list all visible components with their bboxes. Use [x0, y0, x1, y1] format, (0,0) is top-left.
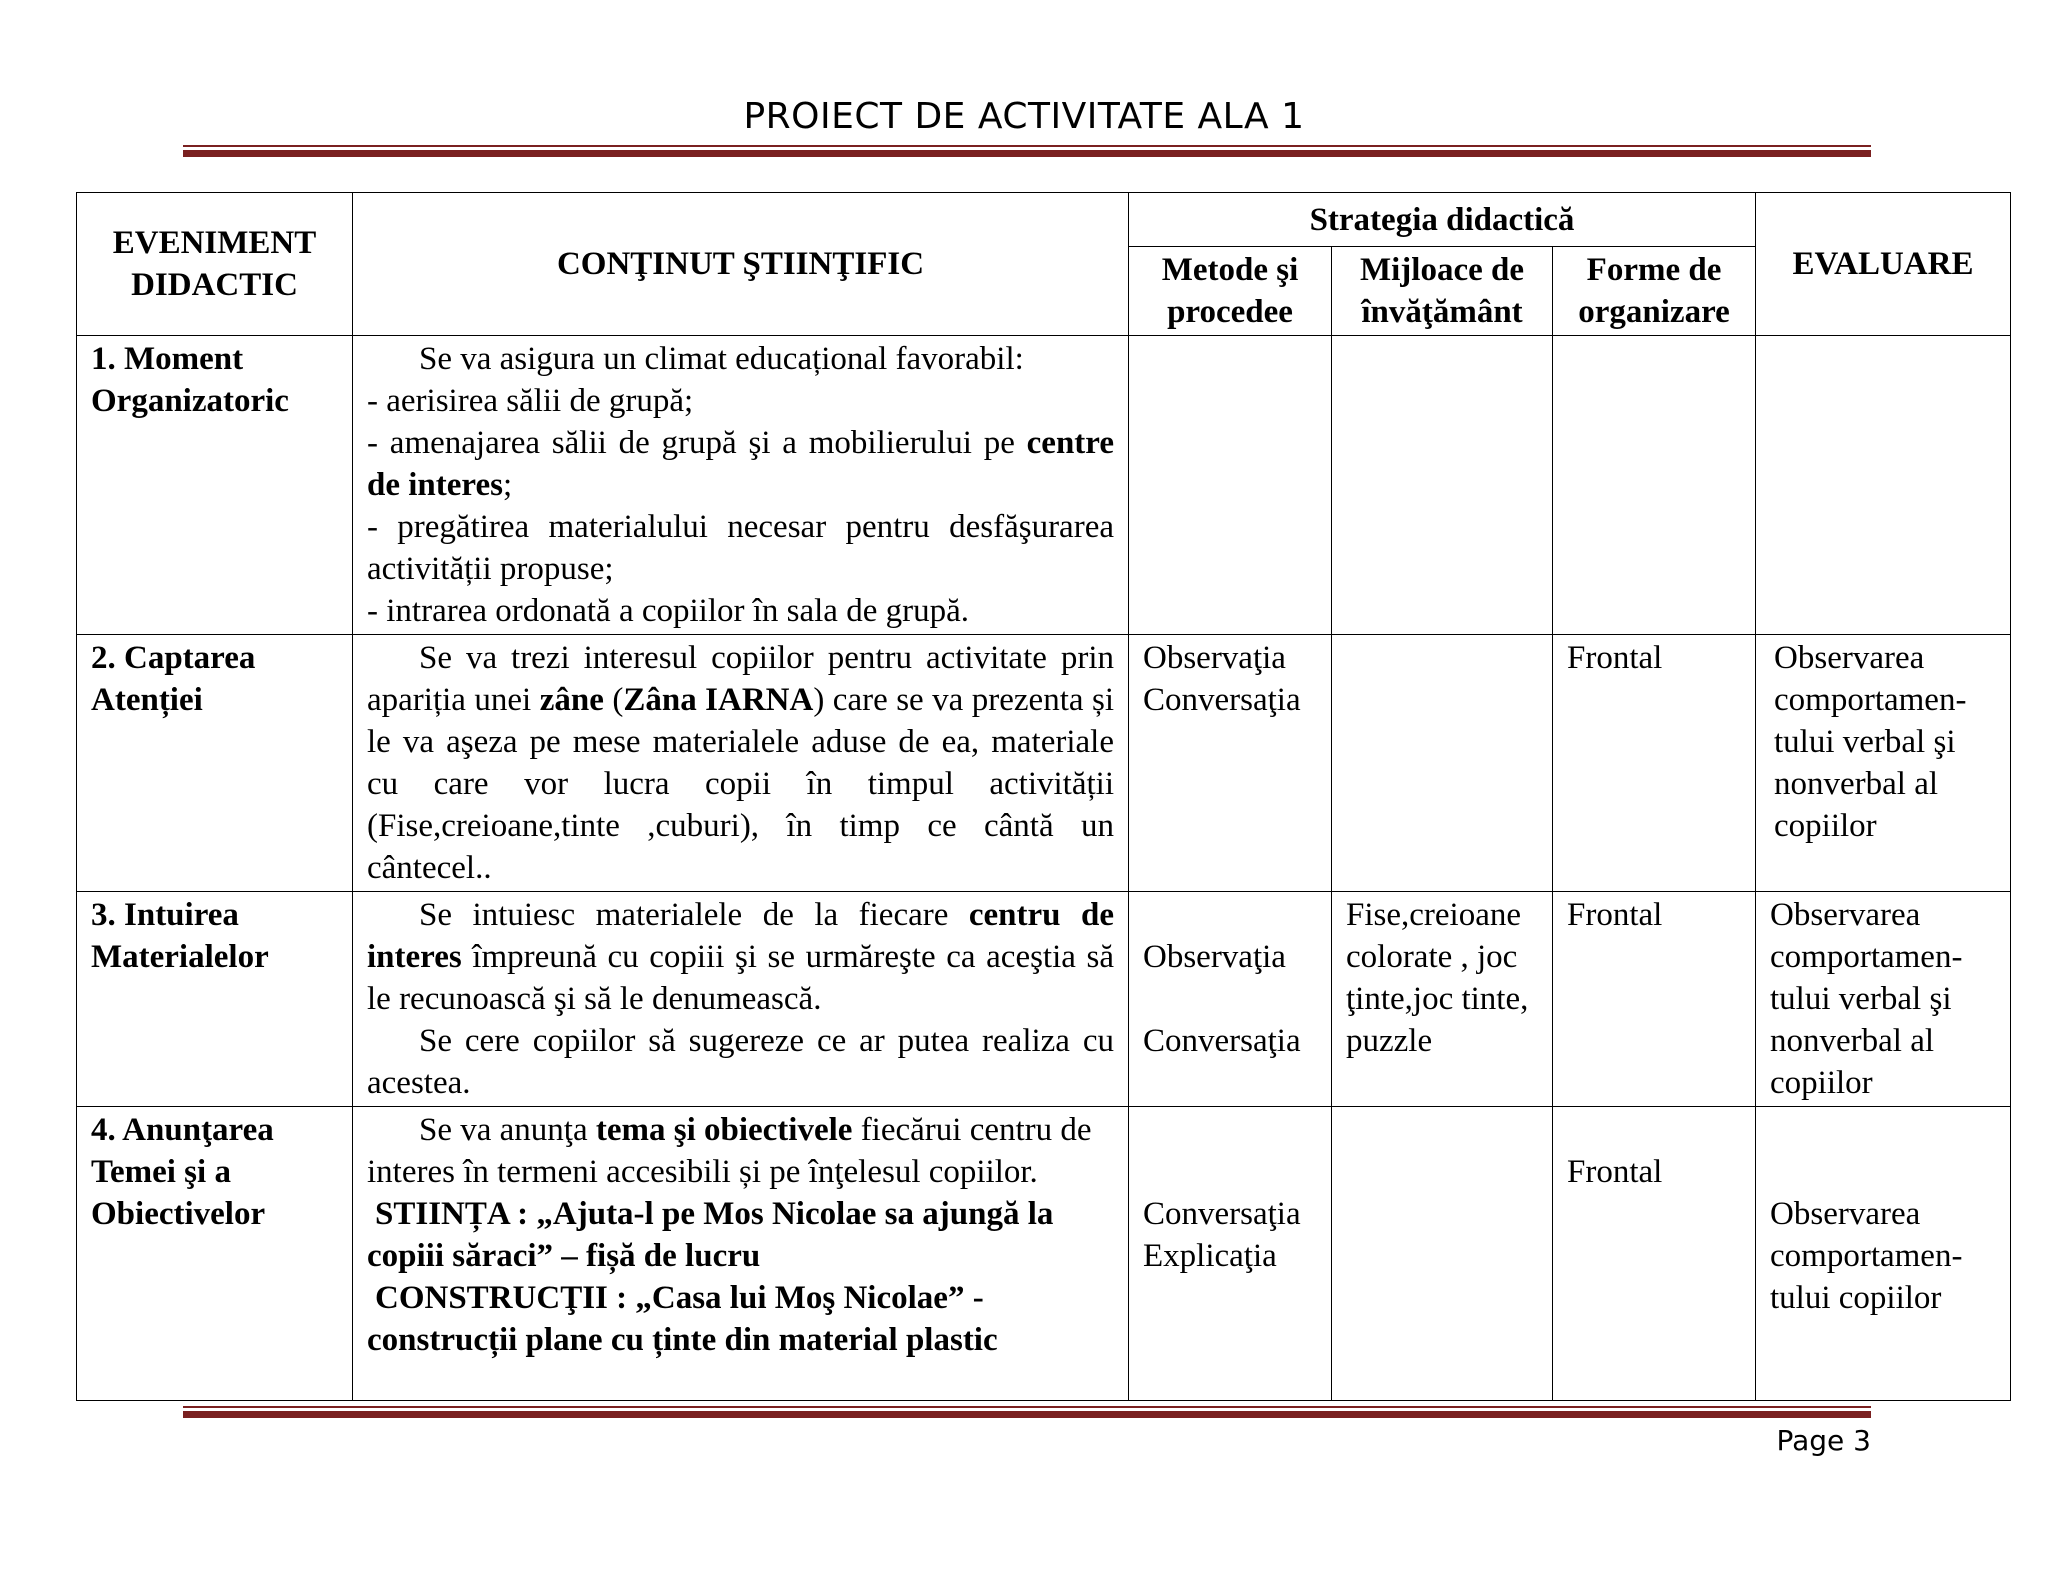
continut-text: (	[603, 682, 624, 718]
header-eveniment: EVENIMENT DIDACTIC	[77, 193, 353, 336]
continut-text: fiecărui centru de interes în termeni accesibili și pe înţelesul copiilor.	[367, 1112, 1092, 1190]
table-row	[77, 1107, 2011, 1401]
mijloace-cell	[1332, 1107, 1553, 1401]
continut-text: Se cere copiilor să sugereze ce ar putea realiza cu acestea.	[367, 1023, 1114, 1101]
evaluare-item: Observarea comportamen-tului copiilor	[1770, 1196, 1963, 1316]
eveniment-cell: 2. Captarea Atenției	[77, 635, 353, 892]
forme-cell	[1553, 336, 1756, 635]
continut-bold: Zâna IARNA	[623, 682, 814, 718]
mijloace-cell: Fise,creioane colorate , joc ţinte,joc tinte, puzzle	[1332, 892, 1553, 1107]
continut-cell	[353, 336, 1129, 635]
continut-bold: zâne	[539, 682, 604, 718]
constructii-center: CONSTRUCŢII : „Casa lui Moş Nicolae” - construcții plane cu ținte din material plastic	[367, 1280, 998, 1358]
evaluare-cell: Observarea comportamen-tului verbal şi nonverbal al copiilor	[1756, 892, 2011, 1107]
metode-cell	[1129, 892, 1332, 1107]
continut-line: - intrarea ordonată a copiilor în sala de grupă.	[367, 593, 969, 629]
continut-bold: centre de interes	[367, 425, 1114, 503]
metoda-item: Conversaţia	[1143, 1023, 1301, 1059]
continut-text: - amenajarea sălii de grupă şi a mobilierului pe	[367, 425, 1027, 461]
metoda-item: Observaţia	[1143, 939, 1286, 975]
continut-bold: centru de interes	[367, 897, 1115, 975]
header-mijloace: Mijloace de învăţământ	[1332, 247, 1553, 336]
forme-cell: Frontal	[1553, 892, 1756, 1107]
continut-text: Se intuiesc materialele de la fiecare	[419, 897, 969, 933]
eveniment-cell: 1. Moment Organizatoric	[77, 336, 353, 635]
evaluare-cell	[1756, 1107, 2011, 1401]
activity-table	[76, 192, 2011, 1401]
continut-cell	[353, 1107, 1129, 1401]
header-divider	[183, 145, 1871, 157]
stiinta-center: STIINȚA : „Ajuta-l pe Mos Nicolae sa ajungă la copiii săraci” – fișă de lucru	[367, 1196, 1054, 1274]
forme-item: Frontal	[1567, 1154, 1663, 1190]
footer-divider	[183, 1406, 1871, 1418]
page-number: Page 3	[1776, 1424, 1871, 1457]
header-strategia: Strategia didactică	[1129, 193, 1756, 247]
page-title: PROIECT DE ACTIVITATE ALA 1	[743, 96, 1305, 137]
continut-cell	[353, 892, 1129, 1107]
continut-bold: tema şi obiectivele	[595, 1112, 853, 1148]
evaluare-cell	[1756, 336, 2011, 635]
continut-line: - pregătirea materialului necesar pentru desfăşurarea activității propuse;	[367, 509, 1114, 587]
header-forme: Forme de organizare	[1553, 247, 1756, 336]
header-continut: CONŢINUT ŞTIINŢIFIC	[353, 193, 1129, 336]
continut-text: ) care se va prezenta și le va aşeza pe mese materialele aduse de ea, materiale cu care vor lucra copii în timpul activității (Fise,creioane,tinte ,cuburi), în timp ce cântă un cântecel..	[367, 682, 1114, 886]
mijloace-cell	[1332, 336, 1553, 635]
table-row	[77, 635, 2011, 892]
continut-text: ;	[502, 467, 513, 503]
metode-cell	[1129, 336, 1332, 635]
forme-cell: Frontal	[1553, 635, 1756, 892]
continut-intro: Se va asigura un climat educațional favorabil:	[419, 341, 1024, 377]
continut-cell	[353, 635, 1129, 892]
continut-text: Se va trezi interesul copiilor pentru activitate prin apariția unei	[367, 640, 1114, 718]
metoda-item: Conversaţia	[1143, 1196, 1301, 1232]
continut-text: Se va anunţa	[419, 1112, 596, 1148]
header-evaluare: EVALUARE	[1756, 193, 2011, 336]
continut-line: - aerisirea sălii de grupă;	[367, 383, 694, 419]
table-row	[77, 336, 2011, 635]
eveniment-cell: 4. Anunţarea Temei şi a Obiectivelor	[77, 1107, 353, 1401]
metode-cell	[1129, 635, 1332, 892]
metoda-item: Conversaţia	[1143, 682, 1301, 718]
table-row	[77, 892, 2011, 1107]
metode-cell	[1129, 1107, 1332, 1401]
metoda-item: Observaţia	[1143, 640, 1286, 676]
evaluare-cell: Observarea comportamen-tului verbal şi nonverbal al copiilor	[1756, 635, 2011, 892]
metoda-item: Explicaţia	[1143, 1238, 1277, 1274]
mijloace-cell	[1332, 635, 1553, 892]
forme-cell	[1553, 1107, 1756, 1401]
continut-text: împreună cu copiii şi se urmăreşte ca aceştia să le recunoască şi să le denumească.	[367, 939, 1114, 1017]
eveniment-cell: 3. Intuirea Materialelor	[77, 892, 353, 1107]
header-metode: Metode şi procedee	[1129, 247, 1332, 336]
